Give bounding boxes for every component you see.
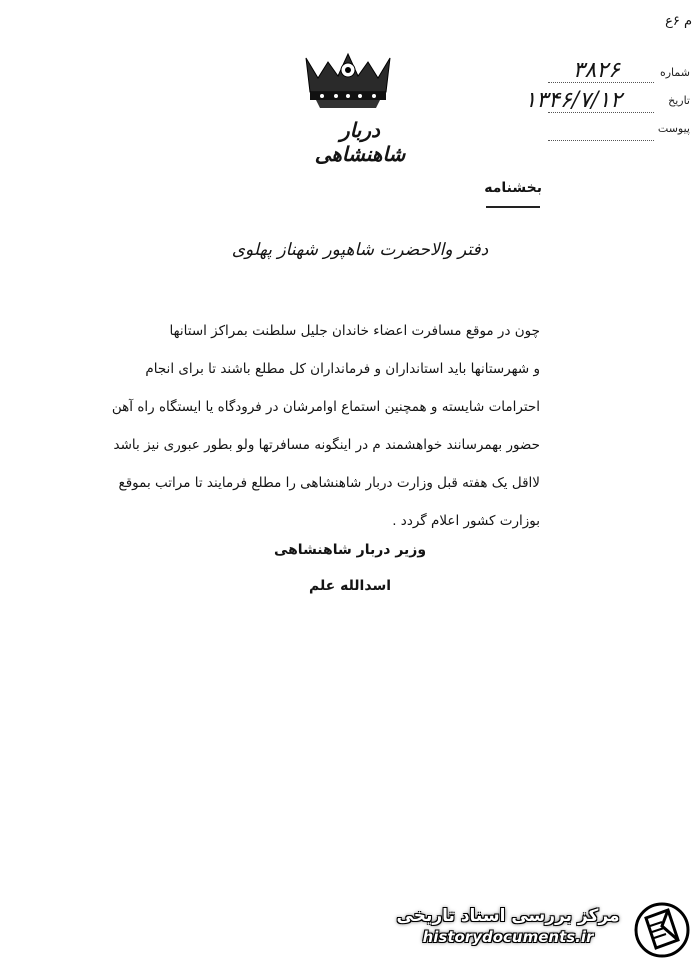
- letter-body: [60, 312, 540, 540]
- attachment-dotted-line: [548, 140, 654, 141]
- office-line: دفتر والاحضرت شاهپور شهناز پهلوی: [231, 240, 489, 260]
- date-label: تاریخ: [668, 94, 690, 107]
- pahlavi-crown-icon: [300, 48, 396, 110]
- body-line: لااقل یک هفته قبل وزارت دربار شاهنشاهی را مطلع فرمایند تا مراتب بموقع: [118, 475, 540, 491]
- letterhead-title: دربار شاهنشاهی: [314, 118, 406, 166]
- watermark: [388, 906, 628, 946]
- date-dotted-line: [548, 112, 654, 113]
- corner-note: م ۶ع: [665, 14, 692, 29]
- document-fold-logo-icon: [632, 900, 692, 960]
- body-line: چون در موقع مسافرت اعضاء خاندان جلیل سلطنت بمراکز استانها: [169, 323, 540, 339]
- signer-title: وزیر دربار شاهنشاهی: [273, 542, 427, 558]
- signer-name: اسدالله علم: [308, 578, 392, 594]
- number-dotted-line: [548, 82, 654, 83]
- body-line: حضور بهمرسانند خواهشمند م در اینگونه مسافرتها ولو بطور عبوری نیز باشد: [113, 437, 540, 453]
- date-value: ۱۳۴۶/۷/۱۲: [524, 88, 622, 113]
- body-line: بوزارت کشور اعلام گردد .: [392, 513, 540, 529]
- body-line: احترامات شایسته و همچنین استماع اوامرشان در فرودگاه یا ایستگاه راه آهن: [111, 399, 540, 415]
- watermark-url: historydocuments.ir: [422, 928, 594, 946]
- title-underline: [486, 206, 540, 208]
- number-value: ۳۸۲۶: [572, 58, 620, 83]
- number-label: شماره: [659, 66, 690, 79]
- watermark-org-name: مرکز بررسی اسناد تاریخی: [396, 906, 620, 926]
- body-line: و شهرستانها باید استانداران و فرمانداران کل مطلع باشند تا برای انجام: [145, 361, 540, 377]
- attachment-label: پیوست: [657, 122, 690, 135]
- document-type-title: بخشنامه: [484, 180, 542, 196]
